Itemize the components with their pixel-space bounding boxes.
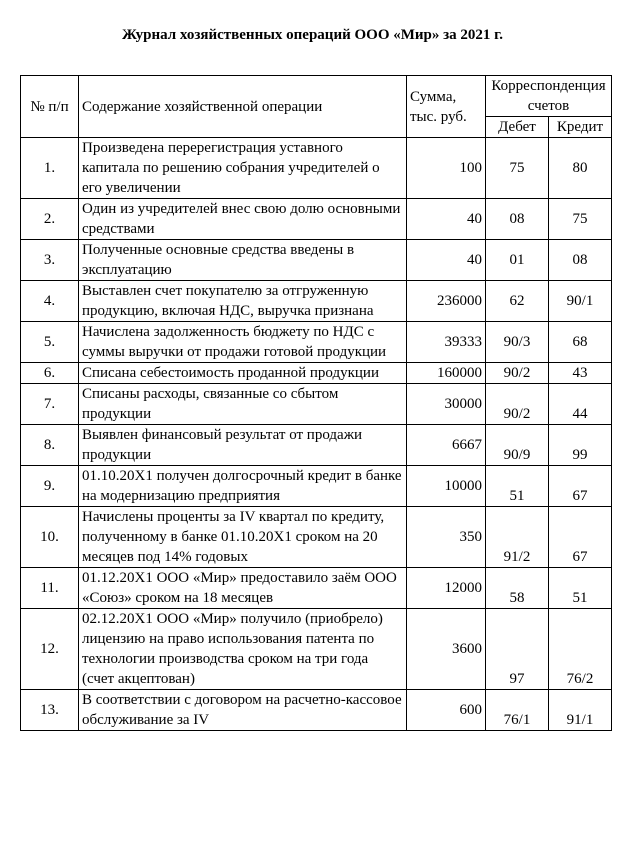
- row-num: 7.: [21, 384, 79, 425]
- row-num: 9.: [21, 466, 79, 507]
- row-sum: 12000: [407, 568, 486, 609]
- row-content: Списаны расходы, связанные со сбытом продукции: [79, 384, 407, 425]
- header-num: № п/п: [21, 76, 79, 138]
- table-row: [21, 466, 612, 507]
- row-credit: 43: [549, 363, 612, 384]
- row-content: Произведена перерегистрация уставного капитала по решению собрания учредителей о его увеличении: [79, 138, 407, 199]
- table-row: [21, 507, 612, 568]
- table-row: [21, 363, 612, 384]
- row-debit: 62: [486, 281, 549, 322]
- table-row: [21, 384, 612, 425]
- row-sum: 236000: [407, 281, 486, 322]
- table-row: [21, 281, 612, 322]
- row-sum: 160000: [407, 363, 486, 384]
- header-sum: Сумма, тыс. руб.: [407, 76, 486, 138]
- row-credit: 67: [549, 507, 612, 568]
- row-num: 4.: [21, 281, 79, 322]
- row-sum: 100: [407, 138, 486, 199]
- row-debit: 91/2: [486, 507, 549, 568]
- row-debit: 90/9: [486, 425, 549, 466]
- row-content: 02.12.20Х1 ООО «Мир» получило (приобрело) лицензию на право использования патента по технологии производства сроком на три года (счет акцептован): [79, 609, 407, 690]
- operations-journal-table: [20, 75, 612, 731]
- table-row: [21, 609, 612, 690]
- row-sum: 350: [407, 507, 486, 568]
- row-credit: 80: [549, 138, 612, 199]
- row-credit: 51: [549, 568, 612, 609]
- row-debit: 75: [486, 138, 549, 199]
- row-num: 13.: [21, 690, 79, 731]
- row-sum: 30000: [407, 384, 486, 425]
- row-content: 01.10.20Х1 получен долгосрочный кредит в банке на модернизацию предприятия: [79, 466, 407, 507]
- table-row: [21, 138, 612, 199]
- header-content: Содержание хозяйственной операции: [79, 76, 407, 138]
- row-num: 8.: [21, 425, 79, 466]
- header-correspondence: Корреспонденция счетов: [486, 76, 612, 117]
- row-debit: 58: [486, 568, 549, 609]
- row-content: Списана себестоимость проданной продукции: [79, 363, 407, 384]
- row-credit: 75: [549, 199, 612, 240]
- table-row: [21, 199, 612, 240]
- row-debit: 51: [486, 466, 549, 507]
- row-debit: 97: [486, 609, 549, 690]
- header-credit: Кредит: [549, 117, 612, 138]
- row-sum: 600: [407, 690, 486, 731]
- table-row: [21, 690, 612, 731]
- row-content: 01.12.20Х1 ООО «Мир» предоставило заём ООО «Союз» сроком на 18 месяцев: [79, 568, 407, 609]
- row-debit: 90/2: [486, 384, 549, 425]
- row-credit: 90/1: [549, 281, 612, 322]
- row-num: 6.: [21, 363, 79, 384]
- row-num: 11.: [21, 568, 79, 609]
- row-debit: 90/2: [486, 363, 549, 384]
- table-row: [21, 425, 612, 466]
- header-debit: Дебет: [486, 117, 549, 138]
- row-debit: 90/3: [486, 322, 549, 363]
- row-content: Начислена задолженность бюджету по НДС с суммы выручки от продажи готовой продукции: [79, 322, 407, 363]
- row-debit: 08: [486, 199, 549, 240]
- table-row: [21, 322, 612, 363]
- row-credit: 44: [549, 384, 612, 425]
- row-sum: 6667: [407, 425, 486, 466]
- row-sum: 39333: [407, 322, 486, 363]
- row-content: В соответствии с договором на расчетно-кассовое обслуживание за IV: [79, 690, 407, 731]
- page-title: Журнал хозяйственных операций ООО «Мир» за 2021 г.: [121, 27, 504, 43]
- table-row: [21, 240, 612, 281]
- row-debit: 76/1: [486, 690, 549, 731]
- row-content: Выставлен счет покупателю за отгруженную продукцию, включая НДС, выручка признана: [79, 281, 407, 322]
- row-num: 2.: [21, 199, 79, 240]
- row-sum: 10000: [407, 466, 486, 507]
- row-num: 12.: [21, 609, 79, 690]
- row-credit: 99: [549, 425, 612, 466]
- row-debit: 01: [486, 240, 549, 281]
- row-sum: 3600: [407, 609, 486, 690]
- row-sum: 40: [407, 199, 486, 240]
- row-credit: 67: [549, 466, 612, 507]
- row-content: Один из учредителей внес свою долю основными средствами: [79, 199, 407, 240]
- row-sum: 40: [407, 240, 486, 281]
- row-num: 1.: [21, 138, 79, 199]
- row-credit: 08: [549, 240, 612, 281]
- row-credit: 68: [549, 322, 612, 363]
- row-content: Начислены проценты за IV квартал по кредиту, полученному в банке 01.10.20Х1 сроком на 20 месяцев под 14% годовых: [79, 507, 407, 568]
- row-content: Полученные основные средства введены в эксплуатацию: [79, 240, 407, 281]
- table-row: [21, 568, 612, 609]
- row-credit: 91/1: [549, 690, 612, 731]
- row-credit: 76/2: [549, 609, 612, 690]
- row-num: 3.: [21, 240, 79, 281]
- row-num: 5.: [21, 322, 79, 363]
- row-num: 10.: [21, 507, 79, 568]
- row-content: Выявлен финансовый результат от продажи продукции: [79, 425, 407, 466]
